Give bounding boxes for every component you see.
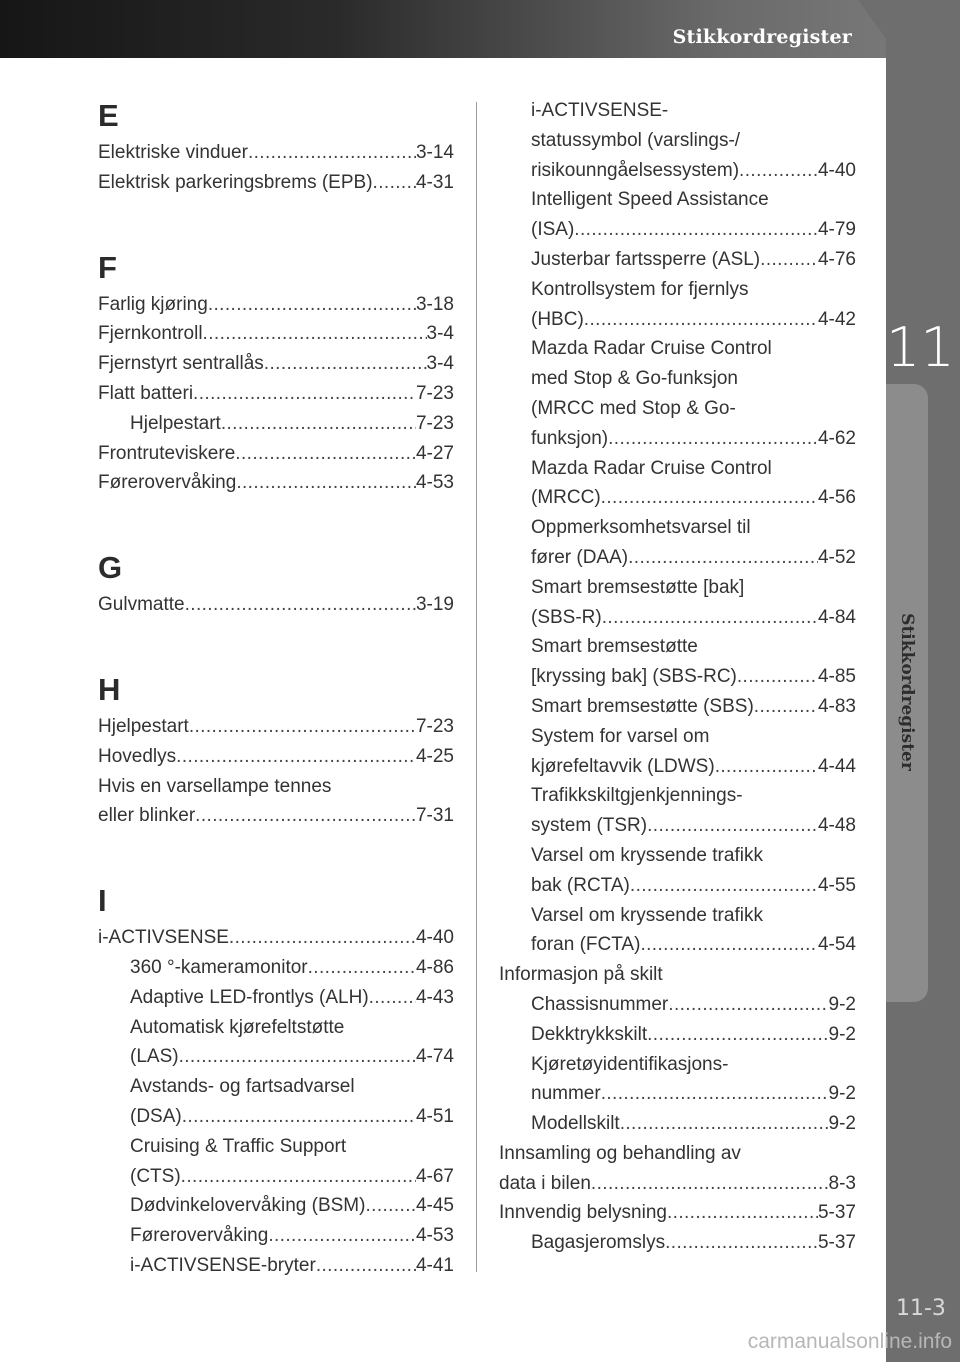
index-entry-line	[499, 632, 856, 662]
index-entry-text: Kontrollsystem for fjernlys	[531, 278, 749, 300]
header-corner-fill	[900, 0, 960, 58]
index-entry-text: Adaptive LED-frontlys (ALH)	[130, 986, 369, 1008]
index-entry-page[interactable]: 4-84	[817, 606, 856, 628]
column-divider	[476, 102, 477, 1272]
index-entry[interactable]	[499, 1020, 856, 1050]
index-entry-text: 360 °-kameramonitor	[130, 956, 308, 978]
index-entry-line	[98, 772, 454, 802]
index-entry[interactable]	[98, 590, 454, 620]
index-entry-text: i-ACTIVSENSE-	[531, 100, 669, 121]
dot-leader	[229, 923, 416, 953]
dot-leader	[176, 742, 416, 772]
dot-leader	[754, 692, 818, 722]
index-entry-page[interactable]: 4-45	[415, 1195, 454, 1217]
index-entry-line	[98, 1132, 454, 1162]
section-gap	[98, 831, 454, 881]
index-entry-text: [kryssing bak] (SBS-RC)	[531, 666, 737, 688]
index-entry-text: Smart bremsestøtte (SBS)	[531, 695, 754, 717]
index-entry-page[interactable]: 4-53	[415, 472, 454, 494]
index-entry-text: system (TSR)	[531, 815, 648, 837]
index-entry-text: (LAS)	[130, 1046, 179, 1068]
dot-leader	[760, 245, 818, 275]
index-entry-page[interactable]: 4-41	[415, 1254, 454, 1276]
index-entry-line	[499, 454, 856, 484]
index-entry-line	[499, 841, 856, 871]
index-column-left	[98, 96, 454, 1281]
chapter-number: 11	[886, 316, 955, 379]
index-entry-text: Varsel om kryssende trafikk	[531, 904, 763, 926]
index-entry-line	[499, 334, 856, 364]
index-entry-text: System for varsel om	[531, 725, 710, 747]
index-entry-text: risikounngåelsessystem)	[531, 159, 740, 181]
index-entry[interactable]	[499, 245, 856, 275]
index-letter-heading: H	[98, 671, 121, 707]
index-entry[interactable]	[499, 603, 856, 633]
index-entry-text: Hjelpestart	[130, 412, 221, 434]
dot-leader	[591, 1169, 829, 1199]
index-entry-text: Cruising & Traffic Support	[130, 1135, 347, 1157]
index-entry[interactable]	[499, 305, 856, 335]
index-entry[interactable]	[98, 1251, 454, 1281]
index-entry-line	[98, 1072, 454, 1102]
index-entry-page[interactable]: 3-4	[426, 323, 454, 345]
index-entry-page[interactable]: 4-48	[817, 815, 856, 837]
index-entry-page[interactable]: 7-23	[415, 382, 454, 404]
index-entry-text: data i bilen	[499, 1172, 591, 1194]
index-entry-line	[499, 364, 856, 394]
dot-leader	[182, 1102, 416, 1132]
index-entry-line	[499, 513, 856, 543]
index-entry[interactable]	[98, 290, 454, 320]
index-entry-line	[499, 781, 856, 811]
index-entry-page[interactable]: 3-19	[415, 594, 454, 616]
dot-leader	[630, 871, 818, 901]
index-entry-line	[499, 901, 856, 931]
index-entry-page[interactable]: 4-53	[415, 1225, 454, 1247]
index-entry-page[interactable]: 4-62	[817, 427, 856, 449]
dot-leader	[365, 1191, 416, 1221]
index-entry-text: Innsamling og behandling av	[499, 1142, 741, 1164]
index-entry-page[interactable]: 4-74	[415, 1046, 454, 1068]
index-entry-text: nummer	[531, 1083, 601, 1105]
index-entry[interactable]	[499, 1109, 856, 1139]
index-entry-text: (MRCC)	[531, 487, 601, 509]
chapter-tab-label: Stikkordregister	[897, 613, 917, 771]
index-entry[interactable]	[98, 923, 454, 953]
dot-leader	[189, 712, 416, 742]
index-entry[interactable]	[98, 953, 454, 983]
index-entry-text: Varsel om kryssende trafikk	[531, 844, 763, 866]
index-entry-page[interactable]: 4-44	[817, 755, 856, 777]
index-entry-line	[499, 722, 856, 752]
index-entry[interactable]	[499, 930, 856, 960]
index-letter-heading: G	[98, 550, 123, 586]
index-entry-text: i-ACTIVSENSE-bryter	[130, 1254, 316, 1276]
dot-leader	[715, 752, 818, 782]
index-entry-page[interactable]: 5-37	[817, 1202, 856, 1224]
index-entry-page[interactable]: 4-31	[415, 171, 454, 193]
index-entry-text: Informasjon på skilt	[499, 964, 663, 986]
dot-leader	[195, 801, 416, 831]
dot-leader	[221, 409, 416, 439]
dot-leader	[628, 543, 818, 573]
index-entry-page[interactable]: 4-52	[817, 546, 856, 568]
index-entry-text: Intelligent Speed Assistance	[531, 189, 769, 211]
index-entry-text: i-ACTIVSENSE	[98, 927, 229, 949]
dot-leader	[248, 138, 416, 168]
dot-leader	[268, 1221, 416, 1251]
index-entry-text: Automatisk kjørefeltstøtte	[130, 1016, 345, 1038]
index-entry-line	[499, 185, 856, 215]
dot-leader	[668, 990, 828, 1020]
section-gap	[98, 198, 454, 248]
dot-leader	[235, 439, 416, 469]
index-entry-text: (DSA)	[130, 1105, 182, 1127]
index-entry-page[interactable]: 4-83	[817, 695, 856, 717]
index-entry[interactable]	[499, 1198, 856, 1228]
index-entry[interactable]	[98, 468, 454, 498]
index-entry-line	[499, 573, 856, 603]
index-entry[interactable]	[98, 801, 454, 831]
index-entry-text: Innvendig belysning	[499, 1202, 667, 1224]
index-entry-text: Hovedlys	[98, 745, 177, 767]
index-entry-line	[499, 1139, 856, 1169]
section-gap	[98, 498, 454, 548]
page-number: 11-3	[896, 1296, 946, 1321]
index-entry[interactable]	[98, 138, 454, 168]
index-entry-page[interactable]: 4-51	[415, 1105, 454, 1127]
dot-leader	[647, 1020, 828, 1050]
dot-leader	[737, 662, 818, 692]
index-entry[interactable]	[499, 1169, 856, 1199]
index-entry-text: Mazda Radar Cruise Control	[531, 338, 772, 360]
index-entry-text: med Stop & Go-funksjon	[531, 368, 738, 390]
dot-leader	[584, 305, 818, 335]
index-entry-text: Elektrisk parkeringsbrems (EPB)	[98, 171, 373, 193]
index-entry-text: Chassisnummer	[531, 993, 669, 1015]
index-entry-text: Bagasjeromslys	[531, 1232, 666, 1254]
index-entry[interactable]	[98, 349, 454, 379]
index-entry[interactable]	[499, 662, 856, 692]
index-entry-page[interactable]: 4-55	[817, 874, 856, 896]
index-entry-page[interactable]: 4-40	[415, 927, 454, 949]
index-entry-text: bak (RCTA)	[531, 874, 630, 896]
index-entry-line	[499, 126, 856, 156]
index-entry-text: Dødvinkelovervåking (BSM)	[130, 1195, 366, 1217]
index-entry-page[interactable]: 4-54	[817, 934, 856, 956]
index-entry-text: Førerovervåking	[98, 472, 237, 494]
dot-leader	[369, 983, 416, 1013]
dot-leader	[316, 1251, 416, 1281]
dot-leader	[203, 319, 427, 349]
index-entry[interactable]	[98, 742, 454, 772]
index-entry-line	[499, 394, 856, 424]
index-entry[interactable]	[98, 168, 454, 198]
index-entry-text: (CTS)	[130, 1165, 181, 1187]
index-entry-text: Flatt batteri	[98, 382, 194, 404]
index-entry[interactable]	[499, 990, 856, 1020]
index-entry-text: Kjøretøyidentifikasjons-	[531, 1053, 729, 1075]
dot-leader	[193, 379, 416, 409]
index-entry-text: Hvis en varsellampe tennes	[98, 775, 332, 797]
index-entry-page[interactable]: 4-76	[817, 248, 856, 270]
index-entry-page[interactable]: 3-4	[426, 353, 454, 375]
index-entry-text: Førerovervåking	[130, 1225, 269, 1247]
dot-leader	[601, 483, 818, 513]
index-letter-heading: I	[98, 883, 107, 919]
index-entry-text: Modellskilt	[531, 1113, 620, 1135]
index-entry[interactable]	[499, 1079, 856, 1109]
dot-leader	[640, 930, 818, 960]
dot-leader	[179, 1042, 416, 1072]
index-entry-page[interactable]: 4-85	[817, 666, 856, 688]
index-entry-page[interactable]: 7-23	[415, 715, 454, 737]
index-entry-text: Avstands- og fartsadvarsel	[130, 1076, 355, 1098]
index-entry-text: Mazda Radar Cruise Control	[531, 457, 772, 479]
index-entry-page[interactable]: 9-2	[828, 1113, 856, 1135]
dot-leader	[236, 468, 416, 498]
index-entry-text: foran (FCTA)	[531, 934, 641, 956]
index-entry-page[interactable]: 4-27	[415, 442, 454, 464]
index-entry[interactable]	[499, 543, 856, 573]
index-entry-line	[499, 96, 856, 126]
index-entry[interactable]	[499, 483, 856, 513]
index-entry[interactable]	[98, 1102, 454, 1132]
index-entry-page[interactable]: 4-56	[817, 487, 856, 509]
index-entry[interactable]	[98, 1042, 454, 1072]
dot-leader	[620, 1109, 829, 1139]
index-entry-line	[499, 960, 856, 990]
index-entry[interactable]	[98, 439, 454, 469]
dot-leader	[602, 603, 818, 633]
index-entry-page[interactable]: 3-14	[415, 142, 454, 163]
index-entry-page[interactable]: 4-25	[415, 745, 454, 767]
index-entry[interactable]	[499, 215, 856, 245]
index-entry-page[interactable]: 7-23	[415, 412, 454, 434]
index-entry-text: Oppmerksomhetsvarsel til	[531, 517, 751, 539]
section-gap	[98, 620, 454, 670]
dot-leader	[667, 1198, 818, 1228]
index-letter-heading: F	[98, 249, 117, 285]
index-entry[interactable]	[499, 1228, 856, 1258]
dot-leader	[373, 168, 416, 198]
index-entry-text: (MRCC med Stop & Go-	[531, 397, 736, 419]
index-entry-text: eller blinker	[98, 805, 196, 827]
index-entry-page[interactable]: 4-43	[415, 986, 454, 1008]
index-entry-text: statussymbol (varslings-/	[531, 129, 741, 151]
index-entry-text: Elektriske vinduer	[98, 142, 248, 163]
index-entry-text: fører (DAA)	[531, 546, 629, 568]
index-letter-heading: E	[98, 98, 119, 133]
index-entry[interactable]	[98, 1191, 454, 1221]
index-entry-page[interactable]: 3-18	[415, 293, 454, 315]
index-entry[interactable]	[499, 752, 856, 782]
header-title: Stikkordregister	[672, 26, 852, 48]
index-entry-text: Fjernstyrt sentrallås	[98, 353, 264, 375]
dot-leader	[181, 1162, 416, 1192]
index-entry-text: (ISA)	[531, 219, 575, 241]
index-entry[interactable]	[499, 424, 856, 454]
index-entry-text: Fjernkontroll	[98, 323, 203, 345]
index-entry-text: funksjon)	[531, 427, 609, 449]
index-entry-text: Farlig kjøring	[98, 293, 208, 315]
index-entry-line	[499, 275, 856, 305]
index-entry-page[interactable]: 5-37	[817, 1232, 856, 1254]
index-entry-text: Gulvmatte	[98, 594, 185, 616]
index-entry-text: Hjelpestart	[98, 715, 189, 737]
index-entry[interactable]	[499, 692, 856, 722]
index-entry[interactable]	[499, 871, 856, 901]
index-entry[interactable]	[98, 1162, 454, 1192]
index-entry-text: kjørefeltavvik (LDWS)	[531, 755, 715, 777]
dot-leader	[647, 811, 818, 841]
index-entry-page[interactable]: 7-31	[415, 805, 454, 827]
index-entry-text: Justerbar fartssperre (ASL)	[531, 248, 761, 270]
index-entry[interactable]	[98, 1221, 454, 1251]
dot-leader	[601, 1079, 829, 1109]
index-column-right	[499, 96, 856, 1258]
index-entry-line	[499, 1050, 856, 1080]
index-entry-text: (SBS-R)	[531, 606, 602, 628]
index-entry-text: Trafikkskiltgjenkjennings-	[531, 785, 743, 807]
index-entry-page[interactable]: 4-79	[817, 219, 856, 241]
index-entry-page[interactable]: 9-2	[828, 1023, 856, 1045]
dot-leader	[308, 953, 416, 983]
dot-leader	[739, 156, 818, 186]
index-entry-text: Frontruteviskere	[98, 442, 236, 464]
dot-leader	[665, 1228, 818, 1258]
index-entry[interactable]	[499, 156, 856, 186]
index-entry-line	[98, 1013, 454, 1043]
index-entry-page[interactable]: 4-67	[415, 1165, 454, 1187]
index-entry-page[interactable]: 4-42	[817, 308, 856, 330]
index-entry-page[interactable]: 9-2	[828, 993, 856, 1015]
dot-leader	[185, 590, 416, 620]
index-entry-page[interactable]: 4-86	[415, 956, 454, 978]
dot-leader	[574, 215, 818, 245]
index-entry-page[interactable]: 8-3	[828, 1172, 856, 1194]
index-entry-page[interactable]: 9-2	[828, 1083, 856, 1105]
index-entry[interactable]	[98, 712, 454, 742]
dot-leader	[264, 349, 427, 379]
index-entry-page[interactable]: 4-40	[817, 159, 856, 181]
index-entry[interactable]	[98, 409, 454, 439]
dot-leader	[208, 290, 416, 320]
watermark: carmanualsonline.info	[747, 1330, 952, 1353]
dot-leader	[608, 424, 818, 454]
header-corner	[858, 0, 900, 58]
index-entry[interactable]	[499, 811, 856, 841]
index-entry-text: Smart bremsestøtte [bak]	[531, 576, 745, 598]
index-entry-text: (HBC)	[531, 308, 584, 330]
index-entry-text: Dekktrykkskilt	[531, 1023, 648, 1045]
index-entry[interactable]	[98, 379, 454, 409]
index-entry[interactable]	[98, 983, 454, 1013]
index-entry-text: Smart bremsestøtte	[531, 636, 698, 658]
index-entry[interactable]	[98, 319, 454, 349]
